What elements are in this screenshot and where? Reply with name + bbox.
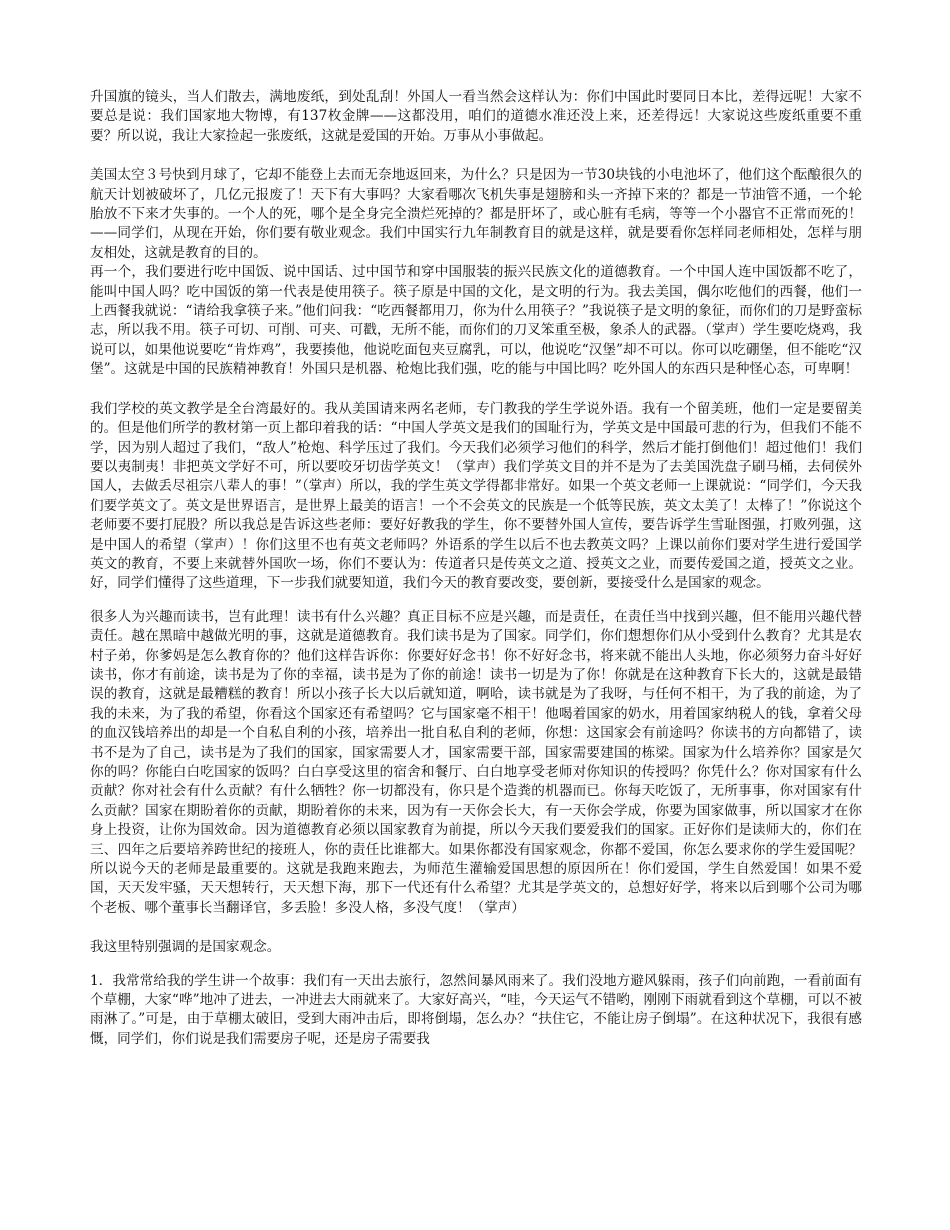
paragraph-gap <box>90 380 862 400</box>
paragraph-study-for-country: 很多人为兴趣而读书，岂有此理！读书有什么兴趣？真正目标不应是兴趣，而是责任，在责任当中找到兴趣，但不能用兴趣代替责任。越在黑暗中越做光明的事，这就是道德教育。我们读书是为了国家。同学们，你们想想你们从小受到什么教育？尤其是农村子弟，你爹妈是怎么教育你的？他们这样告诉你：你要好好念书！你不好好念书，将来就不能出人头地，你必须努力奋斗好好读书，你才有前途，读书是为了你的幸福，读书是为了你的前途！读书一切是为了你！你就是在这种教育下长大的，这就是最错误的教育，这就是最糟糕的教育！所以小孩子长大以后就知道，啊哈，读书就是为了我呀，与任何不相干，为了我的前途，为了我的未来，为了我的希望，你看这个国家还有希望吗？它与国家毫不相干！他喝着国家的奶水，用着国家纳税人的钱，拿着父母的血汉钱培养出的却是一个自私自利的小孩，培养出一批自私自利的老师，你想：这国家会有前途吗？你读书的方向都错了，读书不是为了自己，读书是为了我们的国家，国家需要人才，国家需要干部，国家需要建国的栋梁。国家为什么培养你？国家是欠你的吗？你能白白吃国家的饭吗？白白享受这里的宿舍和餐厅、白白地享受老师对你知识的传授吗？你凭什么？你对国家有什么贡献？你对社会有什么贡献？有什么牺牲？你一切都没有，你只是个造粪的机器而已。你每天吃饭了，无所事事，你对国家有什么贡献？国家在期盼着你的贡献，期盼着你的未来，因为有一天你会长大，有一天你会学成，你要为国家做事，所以国家才在你身上投资，让你为国效命。因为道德教育必须以国家教育为前提，所以今天我们要爱我们的国家。正好你们是读师大的，你们在三、四年之后要培养跨世纪的接班人，你的责任比谁都大。如果你都没有国家观念，你都不爱国，你怎么要求你的学生爱国呢？所以说今天的老师是最重要的。这就是我跑来跑去，为师范生灌输爱国思想的原因所在！你们爱国，学生自然爱国！如果不爱国，天天发牢骚，天天想转行，天天想下海，那下一代还有什么希望？尤其是学英文的，总想好好学，将来以后到哪个公司为哪个老板、哪个董事长当翻译官，多丢脸！多没人格，多没气度！（掌声） <box>90 608 862 916</box>
paragraph-gap <box>90 146 862 166</box>
paragraph-national-concept: 我这里特别强调的是国家观念。 <box>90 939 281 956</box>
paragraph-space-mission: 美国太空３号快到月球了，它却不能登上去而无奈地返回来，为什么？只是因为一节30块钱的小电池坏了，他们这个酝酿很久的航天计划被破坏了，几亿元报废了！天下有大事吗？大家看哪次飞机失事是翅膀和头一齐掉下来的？都是一节油管不通，一个轮胎放不下来才失事的。一个人的死，哪个是全身完全溃烂死掉的？都是肝坏了，或心脏有毛病，等等一个小器官不正常而死的！——同学们，从现在开始，你们要有敬业观念。我们中国实行九年制教育目的就是这样，就是要看你怎样同老师相处，怎样与朋友相处，这就是教育的目的。 <box>90 167 862 261</box>
paragraph-gap <box>90 594 862 608</box>
paragraph-gap <box>90 918 862 938</box>
paragraph-english-teaching: 我们学校的英文教学是全台湾最好的。我从美国请来两名老师，专门教我的学生学说外语。我有一个留美班，他们一定是要留美的。但是他们所学的教材第一页上都印着我的话：“中国人学英文是我们的国耻行为，学英文是中国最可悲的行为，但我们不能不学，因为别人超过了我们，“敌人”枪炮、科学压过了我们。今天我们必须学习他们的科学，然后才能打倒他们！超过他们！我们要以夷制夷！非把英文学好不可，所以要咬牙切齿学英文！（掌声）我们学英文目的并不是为了去美国洗盘子刷马桶，去伺侯外国人，去做丢尽祖宗八辈人的事！”（掌声）所以，我的学生英文学得都非常好。如果一个英文老师一上课就说：“同学们，今天我们要学英文了。英文是世界语言，是世界上最美的语言！一个不会英文的民族是一个低等民族，英文太美了！太棒了！”你说这个老师要不要打屁股？所以我总是告诉这些老师：要好好教我的学生，你不要替外国人宣传，要告诉学生雪耻图强，打败列强，这是中国人的希望（掌声）！你们这里不也有英文老师吗？外语系的学生以后不也去教英文吗？上课以前你们要对学生进行爱国学英文的教育，不要上来就替外国吹一场，你们不要认为：传道者只是传英文之道、授英文之业，而要传爱国之道，授英文之业。好，同学们懂得了这些道理，下一步我们就要知道，我们今天的教育要改变，要创新，要接受什么是国家的观念。 <box>90 400 862 592</box>
document-page <box>90 88 862 1049</box>
paragraph-flag-ceremony: 升国旗的镜头，当人们散去，满地废纸，到处乱刮！外国人一看当然会这样认为：你们中国此时要同日本比，差得远呢！大家不要总是说：我们国家地大物博，有137枚金牌——这都没用，咱们的道德水准还没上来，还差得远！大家说这些废纸重要不重要？所以说，我让大家捡起一张废纸，这就是爱国的开始。万事从小事做起。 <box>90 89 862 144</box>
paragraph-story-shed: 1．我常常给我的学生讲一个故事：我们有一天出去旅行，忽然间暴风雨来了。我们没地方避风躲雨，孩子们向前跑，一看前面有个草棚，大家“哗”地冲了进去，一冲进去大雨就来了。大家好高兴，“哇，今天运气不错哟，刚刚下雨就看到这个草棚，可以不被雨淋了。”可是，由于草棚太破旧，受到大雨冲击后，即将倒塌，怎么办？“扶住它，不能让房子倒塌”。在这种状况下，我很有感慨，同学们，你们说是我们需要房子呢，还是房子需要我 <box>90 972 862 1047</box>
paragraph-chinese-culture: 再一个，我们要进行吃中国饭、说中国话、过中国节和穿中国服装的振兴民族文化的道德教育。一个中国人连中国饭都不吃了，能叫中国人吗？吃中国饭的第一代表是使用筷子。筷子原是中国的文化，是文明的行为。我去美国，偶尔吃他们的西餐，他们一上西餐我就说：“请给我拿筷子来。”他们问我：“吃西餐都用刀，你为什么用筷子？”我说筷子是文明的象征，而你们的刀是野蛮标志，所以我不用。筷子可切、可削、可夹、可戳，无所不能，而你们的刀叉笨重至极，象杀人的武器。（掌声）学生要吃烧鸡，我说可以，如果他说要吃“肯炸鸡”，我要揍他，他说吃面包夹豆腐乳，可以，他说吃“汉堡”却不可以。你可以吃硼堡，但不能吃“汉堡”。这就是中国的民族精神教育！外国只是机器、枪炮比我们强，吃的能与中国比吗？吃外国人的东西只是种怪心态，可卑啊！ <box>90 264 862 378</box>
paragraph-gap <box>90 958 862 972</box>
